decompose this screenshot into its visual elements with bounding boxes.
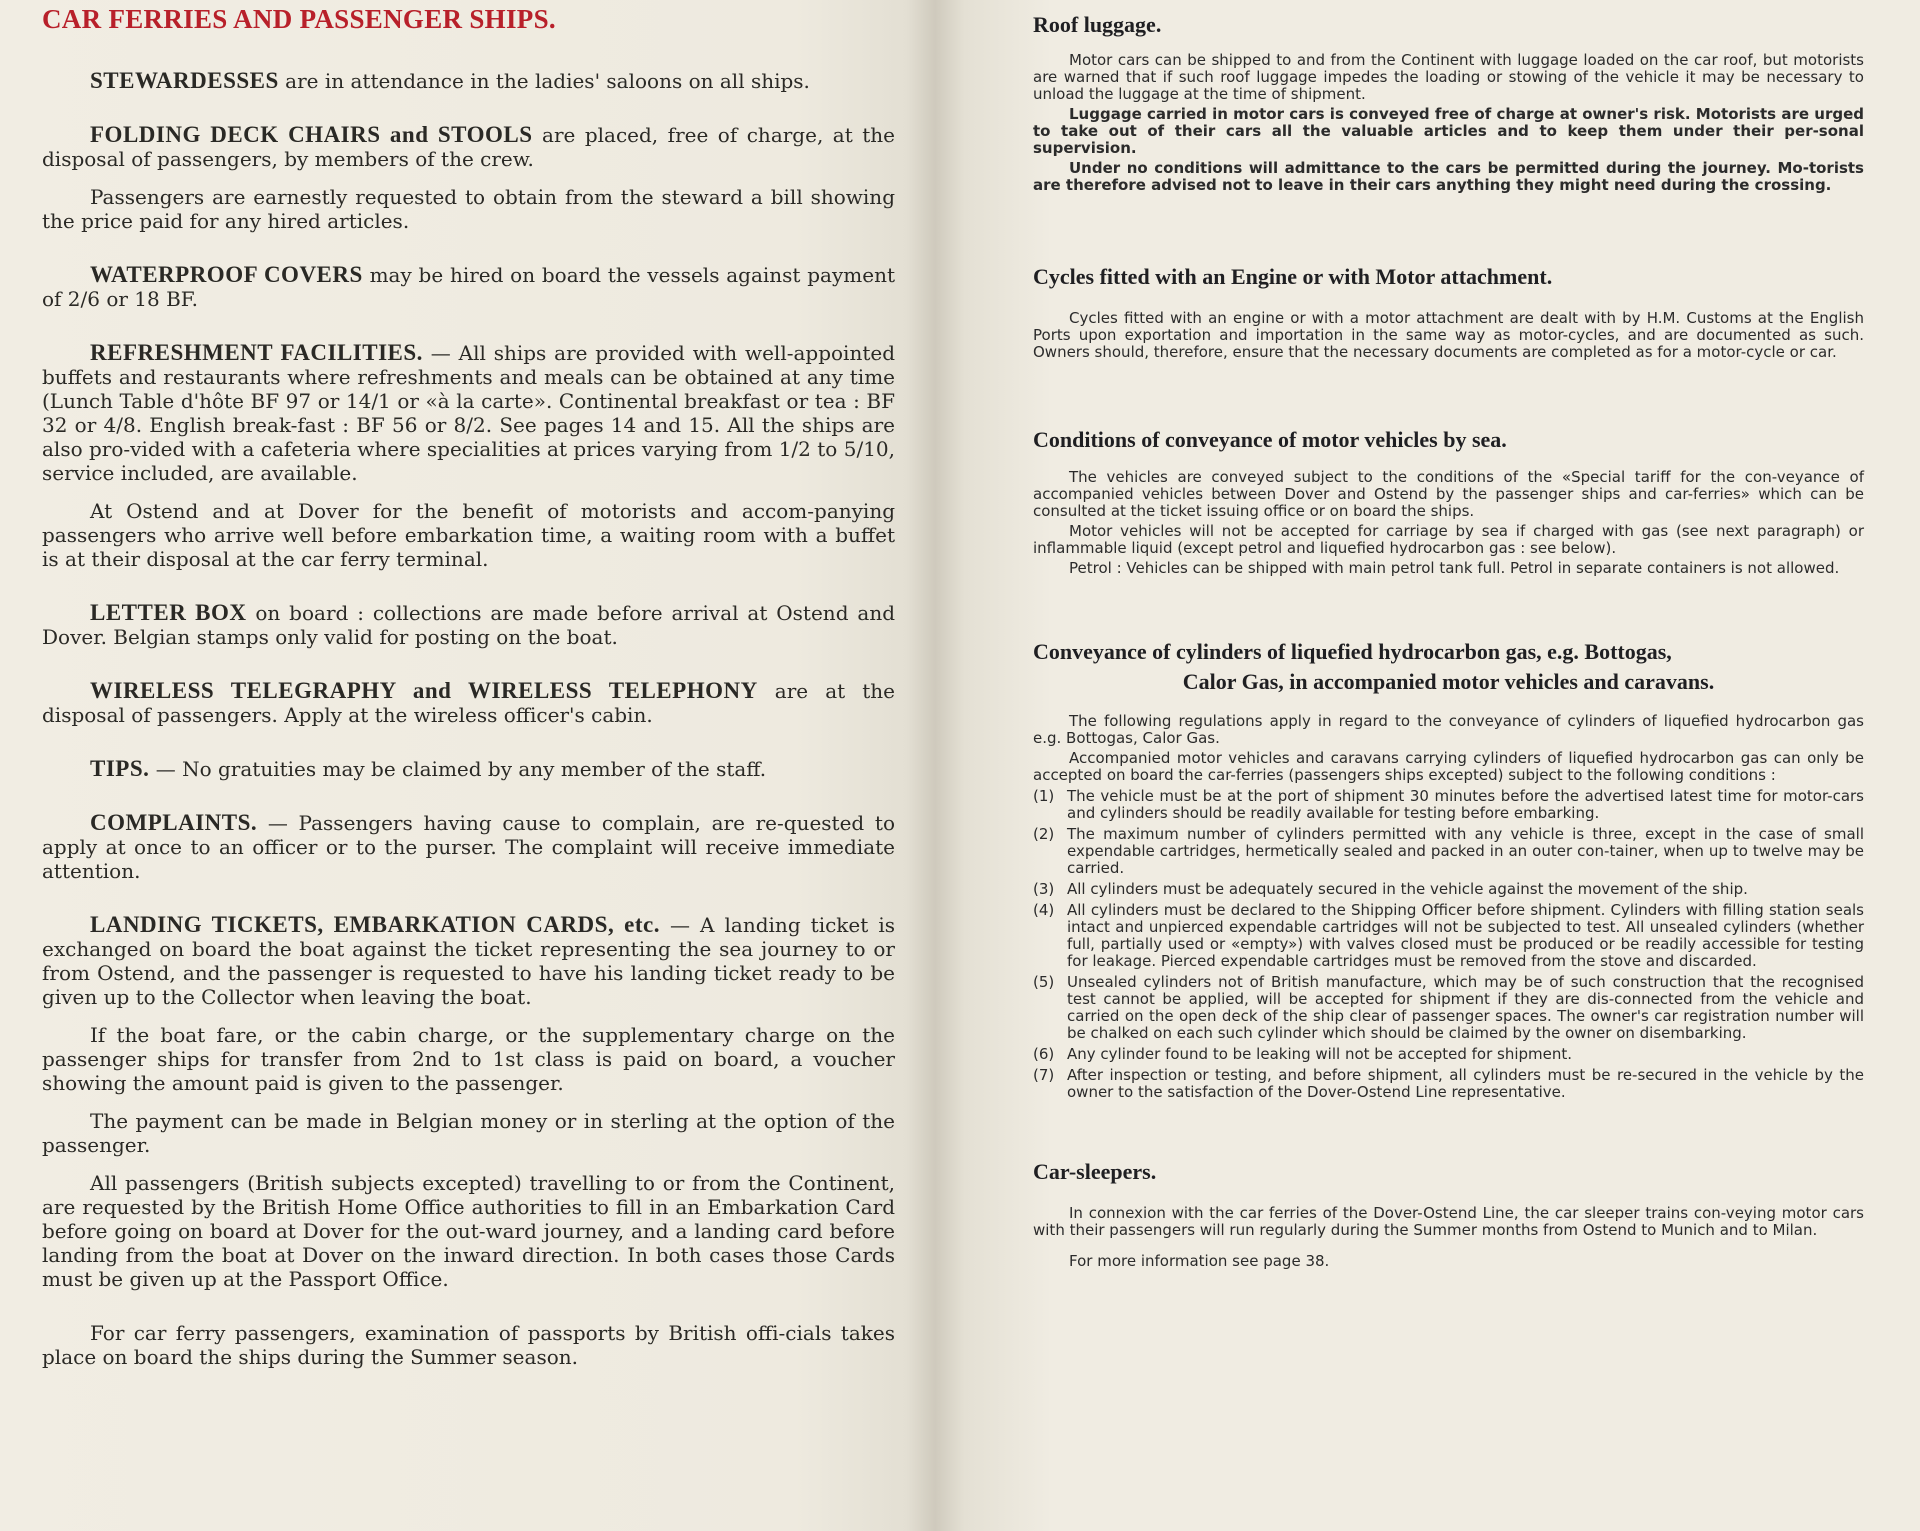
cylinder-conditions-list <box>1033 788 1864 1101</box>
stewardesses-paragraph <box>42 69 895 93</box>
conditions-paragraph-3: Petrol : Vehicles can be shipped with main petrol tank full. Petrol in separate containers is not allowed. <box>1069 559 1840 577</box>
hired-articles-paragraph: Passengers are earnestly requested to obtain from the steward a bill showing the price paid for any hired articles. <box>42 185 895 233</box>
condition-number: (1) <box>1033 787 1055 805</box>
refreshment-paragraph <box>42 341 895 485</box>
complaints-text: — Passengers having cause to complain, are re-quested to apply at once to an officer or to the purser. The complaint will receive immediate attention. <box>42 811 895 883</box>
condition-text: Any cylinder found to be leaking will not be accepted for shipment. <box>1067 1045 1573 1063</box>
wireless-paragraph <box>42 679 895 727</box>
cylinders-paragraph-1: The following regulations apply in regard to the conveyance of cylinders of liquefied hydrocarbon gas e.g. Bottogas, Calor Gas. <box>1033 712 1864 747</box>
condition-text: The vehicle must be at the port of shipment 30 minutes before the advertised latest time for motor-cars and cylinders should be readily available for testing before embarking. <box>1067 787 1864 822</box>
condition-text: Unsealed cylinders not of British manufacture, which may be of such construction that the recognised test cannot be applied, will be accepted for shipment if they are dis-connected from the vehicle and carried on the open deck of the ship clear of passenger spaces. The owner's car registration number will be chalked on each such cylinder which should be claimed by the owner on disembarking. <box>1067 973 1864 1042</box>
condition-number: (5) <box>1033 973 1055 991</box>
cylinders-heading-line-2: Calor Gas, in accompanied motor vehicles and caravans. <box>1182 669 1715 694</box>
wireless-telegraphy-heading: WIRELESS TELEGRAPHY <box>90 678 396 703</box>
condition-number: (2) <box>1033 825 1055 843</box>
deck-chairs-text: are placed, free of charge, at the disposal of passengers, by members of the crew. <box>42 123 896 171</box>
cylinders-paragraph-2: Accompanied motor vehicles and caravans carrying cylinders of liquefied hydrocarbon gas can only be accepted on board the car-ferries (passengers ships excepted) subject to the following conditions : <box>1033 749 1864 784</box>
passport-paragraph: For car ferry passengers, examination of passports by British offi-cials takes place on board the ships during the Summer season. <box>42 1321 895 1369</box>
page-title: CAR FERRIES AND PASSENGER SHIPS. <box>42 4 556 34</box>
tips-text: — No gratuities may be claimed by any member of the staff. <box>149 757 767 781</box>
luggage-risk-paragraph: Luggage carried in motor cars is conveyed free of charge at owner's risk. Motorists are urged to take out of their cars all the valuable articles and to keep them under their per-sonal supervision. <box>1033 105 1864 157</box>
landing-tickets-heading: LANDING TICKETS, EMBARKATION CARDS, etc. <box>90 912 660 937</box>
condition-text: All cylinders must be declared to the Shipping Officer before shipment. Cylinders with filling station seals intact and unpierced expendable cartridges will not be subjected to test. All unsealed cylinders (whether full, partially used or «empty») with valves closed must be produced or be readily accessible for testing for leakage. Pierced expendable cartridges must be removed from the stove and discarded. <box>1067 901 1864 970</box>
wireless-and-word: and <box>395 678 469 703</box>
list-item <box>1033 881 1864 898</box>
complaints-heading: COMPLAINTS. <box>90 810 258 835</box>
refreshment-text: — All ships are provided with well-appointed buffets and restaurants where refreshments and meals can be obtained at any time (Lunch Table d'hôte BF 97 or 14/1 or «à la carte». Continental breakfast or tea : BF 32 or 4/8. English break-fast : BF 56 or 8/2. See pages 14 and 15. All the ships are also pro-vided with a cafeteria where specialities at prices varying from 1/2 to 5/10, service included, are available. <box>42 341 895 485</box>
cycles-paragraph: Cycles fitted with an engine or with a motor attachment are dealt with by H.M. Customs at the English Ports upon exportation and importation in the same way as motor-cycles, and are documented as such. Owners should, therefore, ensure that the necessary documents are completed as for a motor-cycle or car. <box>1033 309 1864 361</box>
conditions-paragraph-1: The vehicles are conveyed subject to the conditions of the «Special tariff for the con-veyance of accompanied vehicles between Dover and Ostend by the passenger ships and car-ferries» which can be consulted at the ticket issuing office or on board the ships. <box>1033 468 1864 520</box>
cylinders-heading-line-1: Conveyance of cylinders of liquefied hydrocarbon gas, e.g. Bottogas, <box>1033 639 1672 664</box>
condition-text: The maximum number of cylinders permitted with any vehicle is three, except in the case of small expendable cartridges, hermetically sealed and packed in an outer con-tainer, when up to twelve may be carried. <box>1067 825 1864 877</box>
payment-paragraph: The payment can be made in Belgian money or in sterling at the option of the passenger. <box>42 1109 895 1157</box>
waterproof-covers-text: may be hired on board the vessels against payment of 2/6 or 18 BF. <box>42 263 895 311</box>
left-page <box>0 0 935 1531</box>
list-item <box>1033 826 1864 877</box>
list-item <box>1033 974 1864 1042</box>
car-sleepers-paragraph: In connexion with the car ferries of the Dover-Ostend Line, the car sleeper trains con-veying motor cars with their passengers will run regularly during the Summer months from Ostend to Munich and to Milan. <box>1033 1204 1864 1239</box>
condition-text: After inspection or testing, and before shipment, all cylinders must be re-secured in the vehicle by the owner to the satisfaction of the Dover-Ostend Line representative. <box>1067 1066 1864 1101</box>
wireless-text: are at the disposal of passengers. Apply at the wireless officer's cabin. <box>42 679 896 727</box>
cycles-heading: Cycles fitted with an Engine or with Motor attachment. <box>1033 264 1553 289</box>
letter-box-paragraph <box>42 601 895 649</box>
landing-tickets-paragraph <box>42 913 895 1009</box>
car-sleepers-heading: Car-sleepers. <box>1033 1159 1157 1184</box>
complaints-paragraph <box>42 811 895 883</box>
condition-number: (7) <box>1033 1066 1055 1084</box>
stewardesses-text: are in attendance in the ladies' saloons on all ships. <box>278 69 810 93</box>
tips-heading: TIPS. <box>90 756 150 781</box>
conditions-heading: Conditions of conveyance of motor vehicles by sea. <box>1033 427 1507 452</box>
roof-luggage-paragraph: Motor cars can be shipped to and from the Continent with luggage loaded on the car roof, but motorists are warned that if such roof luggage impedes the loading or stowing of the vehicle it may be necessary to unload the luggage at the time of shipment. <box>1033 51 1864 103</box>
condition-number: (3) <box>1033 880 1055 898</box>
condition-number: (4) <box>1033 901 1055 919</box>
refreshment-heading: REFRESHMENT FACILITIES. <box>90 340 423 365</box>
waterproof-covers-heading: WATERPROOF COVERS <box>90 262 363 287</box>
landing-tickets-text: — A landing ticket is exchanged on board the boat against the ticket representing the sea journey to or from Ostend, and the passenger is requested to have his landing ticket ready to be given up to the Collector when leaving the boat. <box>42 913 895 1009</box>
tips-paragraph <box>42 757 895 781</box>
list-item <box>1033 1067 1864 1101</box>
voucher-paragraph: If the boat fare, or the cabin charge, or the supplementary charge on the passenger ships for transfer from 2nd to 1st class is paid on board, a voucher showing the amount paid is given to the passenger. <box>42 1023 895 1095</box>
right-page <box>935 0 1920 1531</box>
condition-number: (6) <box>1033 1045 1055 1063</box>
deck-chairs-heading: FOLDING DECK CHAIRS and STOOLS <box>90 122 533 147</box>
embarkation-card-paragraph: All passengers (British subjects excepted) travelling to or from the Continent, are requested by the British Home Office authorities to fill in an Embarkation Card before going on board at Dover for the out-ward journey, and a landing card before landing from the boat at Dover on the inward direction. In both cases those Cards must be given up at the Passport Office. <box>42 1171 895 1291</box>
waiting-room-paragraph: At Ostend and at Dover for the benefit of motorists and accom-panying passengers who arrive well before embarkation time, a waiting room with a buffet is at their disposal at the car ferry terminal. <box>42 499 895 571</box>
letter-box-heading: LETTER BOX <box>90 600 247 625</box>
stewardesses-heading: STEWARDESSES <box>90 68 279 93</box>
wireless-telephony-heading: WIRELESS TELEPHONY <box>468 678 758 703</box>
roof-luggage-heading: Roof luggage. <box>1033 12 1162 37</box>
list-item <box>1033 1046 1864 1063</box>
conditions-paragraph-2: Motor vehicles will not be accepted for carriage by sea if charged with gas (see next paragraph) or inflammable liquid (except petrol and liquefied hydrocarbon gas : see below). <box>1033 522 1864 557</box>
deck-chairs-paragraph <box>42 123 895 171</box>
more-information-note: For more information see page 38. <box>1069 1252 1330 1270</box>
waterproof-covers-paragraph <box>42 263 895 311</box>
letter-box-text: on board : collections are made before arrival at Ostend and Dover. Belgian stamps only valid for posting on the boat. <box>42 601 895 649</box>
admittance-paragraph: Under no conditions will admittance to the cars be permitted during the journey. Mo-torists are therefore advised not to leave in their cars anything they might need during the crossing. <box>1033 159 1864 194</box>
list-item <box>1033 788 1864 822</box>
condition-text: All cylinders must be adequately secured in the vehicle against the movement of the ship. <box>1067 880 1748 898</box>
list-item <box>1033 902 1864 970</box>
